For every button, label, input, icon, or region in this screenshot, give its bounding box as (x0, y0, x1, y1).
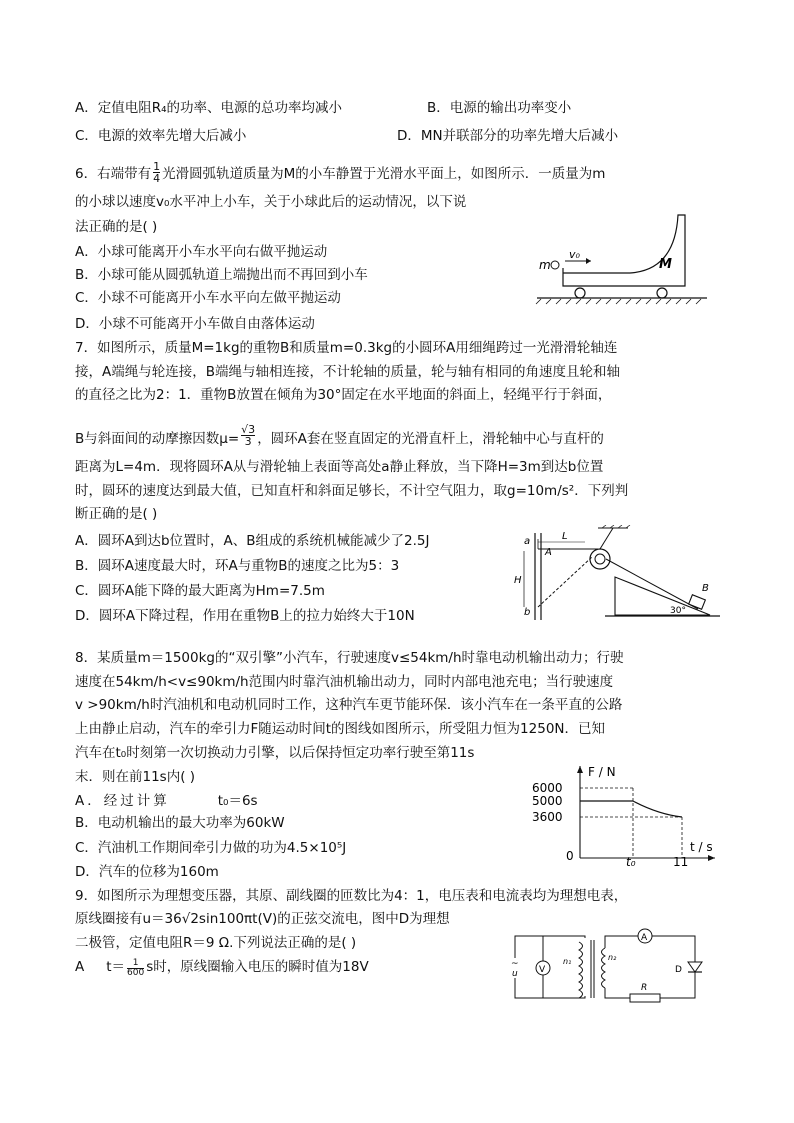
q7-stem-line4: B与斜面间的动摩擦因数μ= $\frac{√3}{3}$ ，圆环A套在竖直固定的光滑直杆上，滑轮轴中心与直杆的 (75, 423, 604, 448)
q8-force-time-chart (530, 760, 725, 868)
q7-fig-a-label: a (524, 536, 531, 547)
q7-option-d: D．圆环A下降过程，作用在重物B上的拉力始终大于10N (75, 608, 415, 624)
q7-fig-angle-label: 30° (670, 606, 686, 616)
q7-fig-B-label: B (702, 583, 709, 594)
q9-fig-V-label: V (539, 965, 546, 975)
q6-stem-line2: 的小球以速度v₀水平冲上小车，关于小球此后的运动情况，以下说 (75, 194, 467, 210)
q7-pulley-figure (510, 525, 730, 625)
y-axis-label: F / N (588, 765, 616, 779)
x-tick-11: 11 (673, 855, 689, 868)
q7-stem-line6: 时，圆环的速度达到最大值，已知直杆和斜面足够长，不计空气阻力，取g=10m/s²．下列判 (75, 483, 629, 499)
y-tick-5000: 5000 (532, 794, 563, 808)
q5-option-a: A．定值电阻R₄的功率、电源的总功率均减小 (75, 100, 343, 116)
q6-option-d: D．小球不可能离开小车做自由落体运动 (75, 316, 315, 332)
q7-stem-line1: 7．如图所示，质量M=1kg的重物B和质量m=0.3kg的小圆环A用细绳跨过一光滑滑轮轴连 (75, 340, 618, 356)
q6-option-c: C．小球不可能离开小车水平向左做平抛运动 (75, 290, 341, 306)
q9-fig-A-label: A (641, 933, 648, 943)
q8-stem-line3: v >90km/h时汽油机和电动机同时工作，这种汽车更节能环保．该小汽车在一条平直的公路 (75, 697, 623, 713)
q7-fig-H-label: H (514, 575, 522, 586)
q9-fig-u-label: u (512, 969, 518, 979)
q9-option-a: A t＝ $\frac{1}{600}$ s时，原线圈输入电压的瞬时值为18V (75, 958, 369, 978)
q7-option-c: C．圆环A能下降的最大距离为Hm=7.5m (75, 583, 325, 599)
q7-option-b: B．圆环A速度最大时，环A与重物B的速度之比为5：3 (75, 558, 400, 574)
q8-stem-line1: 8．某质量m＝1500kg的“双引擎”小汽车，行驶速度v≤54km/h时靠电动机输出动力；行驶 (75, 650, 624, 666)
q6-option-a: A．小球可能离开小车水平向右做平抛运动 (75, 244, 328, 260)
q7-option-a: A．圆环A到达b位置时，A、B组成的系统机械能减少了2.5J (75, 533, 430, 549)
q9-fig-D-label: D (675, 965, 682, 975)
q9-transformer-figure (505, 928, 720, 1008)
q7-stem-line5: 距离为L=4m．现将圆环A从与滑轮轴上表面等高处a静止释放，当下降H=3m到达b位置 (75, 459, 604, 475)
q7-fig-A-label: A (545, 547, 552, 558)
q9-fig-n1-label: n₁ (563, 957, 572, 966)
q9-fig-source: ~ (511, 959, 519, 969)
q8-option-c: C．汽油机工作期间牵引力做的功为4.5×10⁵J (75, 840, 347, 856)
q8-stem-line4: 上由静止启动，汽车的牵引力F随运动时间t的图线如图所示，所受阻力恒为1250N．已知 (75, 721, 606, 737)
q7-stem-line7: 断正确的是( ) (75, 506, 158, 522)
q6-fraction: $\frac{1}{4}$ (153, 160, 161, 185)
q7-fig-b-label: b (524, 607, 531, 618)
q8-option-a: A．经过计算 t₀＝6s (75, 793, 258, 809)
q9-fig-R-label: R (641, 983, 648, 993)
q6-stem-line3: 法正确的是( ) (75, 219, 158, 235)
q8-stem-line2: 速度在54km/h<v≤90km/h范围内时靠汽油机输出动力，同时内部电池充电；当行驶速度 (75, 674, 614, 690)
y-tick-3600: 3600 (532, 810, 563, 824)
q7-fig-L-label: L (562, 531, 568, 542)
q5-option-c: C．电源的效率先增大后减小 (75, 128, 247, 144)
q6-fig-v0-label: v₀ (569, 248, 580, 261)
q6-fig-M-label: M (659, 257, 672, 272)
q9-stem-line2: 原线圈接有u＝36√2sin100πt(V)的正弦交流电，图中D为理想 (75, 911, 450, 927)
q9-time-fraction: $\frac{1}{600}$ (127, 958, 145, 978)
q9-stem-line3: 二极管，定值电阻R＝9 Ω.下列说法正确的是( ) (75, 935, 357, 951)
q7-stem-line2: 接，A端绳与轮连接，B端绳与轴相连接，不计轮轴的质量，轮与轴有相同的角速度且轮和轴 (75, 364, 620, 380)
q7-stem-line3: 的直径之比为2：1．重物B放置在倾角为30°固定在水平地面的斜面上，轻绳平行于斜面， (75, 387, 612, 403)
q8-stem-line6: 末．则在前11s内( ) (75, 769, 196, 785)
q5-option-d: D．MN并联部分的功率先增大后减小 (397, 128, 619, 144)
q8-option-b: B．电动机输出的最大功率为60kW (75, 815, 285, 831)
q5-option-b: B．电源的输出功率变小 (427, 100, 572, 116)
segment-decreasing-force (633, 801, 682, 817)
q8-option-d: D．汽车的位移为160m (75, 864, 219, 880)
q9-stem-line1: 9．如图所示为理想变压器，其原、副线圈的匝数比为4：1，电压表和电流表均为理想电表， (75, 888, 628, 904)
x-tick-0: 0 (566, 849, 574, 863)
q7-mu-fraction: $\frac{√3}{3}$ (241, 423, 256, 448)
q6-cart-figure (535, 210, 710, 305)
x-tick-t0: t₀ (626, 855, 636, 868)
q6-stem-line1: 6．右端带有 $\frac{1}{4}$ 光滑圆弧轨道质量为M的小车静置于光滑水平面上，如图所示．一质量为m (75, 160, 606, 185)
q6-option-b: B．小球可能从圆弧轨道上端抛出而不再回到小车 (75, 267, 368, 283)
y-tick-6000: 6000 (532, 781, 563, 795)
x-axis-label: t / s (690, 840, 713, 854)
q6-fig-m-label: m (539, 258, 551, 272)
q8-stem-line5: 汽车在t₀时刻第一次切换动力引擎，以后保持恒定功率行驶至第11s (75, 745, 475, 761)
q9-fig-n2-label: n₂ (608, 953, 617, 962)
